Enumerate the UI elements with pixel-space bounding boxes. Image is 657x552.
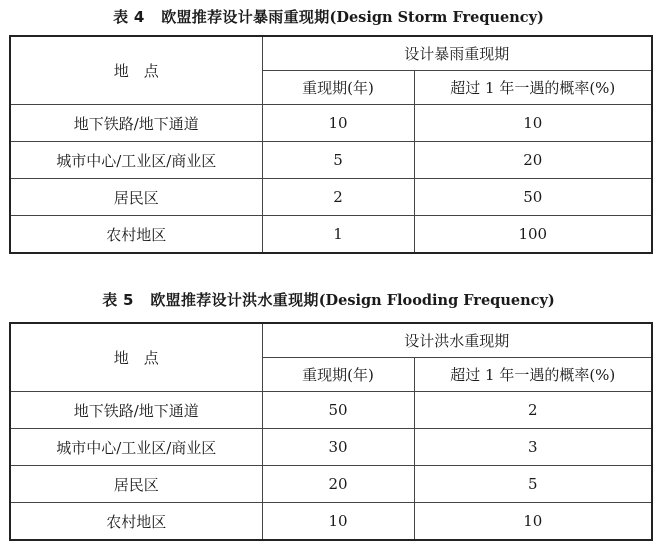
table5-probability-cell: 2	[414, 392, 652, 429]
table4-probability-cell: 10	[414, 105, 652, 142]
table4-period-cell: 1	[262, 216, 414, 254]
table-row	[10, 179, 652, 216]
table-row	[10, 466, 652, 503]
table-row	[10, 216, 652, 254]
table-row	[10, 392, 652, 429]
table4-period-cell: 5	[262, 142, 414, 179]
table5	[9, 322, 653, 541]
table4-period-cell: 10	[262, 105, 414, 142]
table5-probability-header: 超过 1 年一遇的概率(%)	[414, 358, 652, 392]
table4-title-en: (Design Storm Frequency)	[329, 9, 544, 26]
table4-caption	[0, 6, 657, 27]
table-row	[10, 105, 652, 142]
table4-header-row	[10, 36, 652, 71]
table4-label: 表 4	[113, 8, 145, 26]
table5-period-cell: 50	[262, 392, 414, 429]
table4-period-cell: 2	[262, 179, 414, 216]
table5-title-en: (Design Flooding Frequency)	[318, 292, 555, 309]
table4-location-cell: 城市中心/工业区/商业区	[10, 142, 262, 179]
table-row	[10, 429, 652, 466]
table4-probability-cell: 50	[414, 179, 652, 216]
table5-location-cell: 居民区	[10, 466, 262, 503]
table5-location-cell: 地下铁路/地下通道	[10, 392, 262, 429]
table4-probability-cell: 20	[414, 142, 652, 179]
table4-title-cn: 欧盟推荐设计暴雨重现期	[161, 8, 330, 26]
table5-period-cell: 30	[262, 429, 414, 466]
table5-period-header: 重现期(年)	[262, 358, 414, 392]
table-row	[10, 142, 652, 179]
table5-period-cell: 20	[262, 466, 414, 503]
table4-group-header: 设计暴雨重现期	[262, 36, 652, 71]
table4-probability-header: 超过 1 年一遇的概率(%)	[414, 71, 652, 105]
table4-location-header: 地 点	[10, 36, 262, 105]
table5-header-row	[10, 323, 652, 358]
table5-location-cell: 城市中心/工业区/商业区	[10, 429, 262, 466]
table5-probability-cell: 3	[414, 429, 652, 466]
table5-caption	[0, 289, 657, 310]
table4-period-header: 重现期(年)	[262, 71, 414, 105]
table5-label: 表 5	[102, 291, 134, 309]
table5-probability-cell: 10	[414, 503, 652, 541]
table-row	[10, 503, 652, 541]
table5-probability-cell: 5	[414, 466, 652, 503]
table5-location-cell: 农村地区	[10, 503, 262, 541]
table5-title-cn: 欧盟推荐设计洪水重现期	[150, 291, 319, 309]
table4-location-cell: 居民区	[10, 179, 262, 216]
table4-probability-cell: 100	[414, 216, 652, 254]
table4-location-cell: 农村地区	[10, 216, 262, 254]
table5-location-header: 地 点	[10, 323, 262, 392]
table4	[9, 35, 653, 254]
table5-group-header: 设计洪水重现期	[262, 323, 652, 358]
table5-period-cell: 10	[262, 503, 414, 541]
table4-location-cell: 地下铁路/地下通道	[10, 105, 262, 142]
